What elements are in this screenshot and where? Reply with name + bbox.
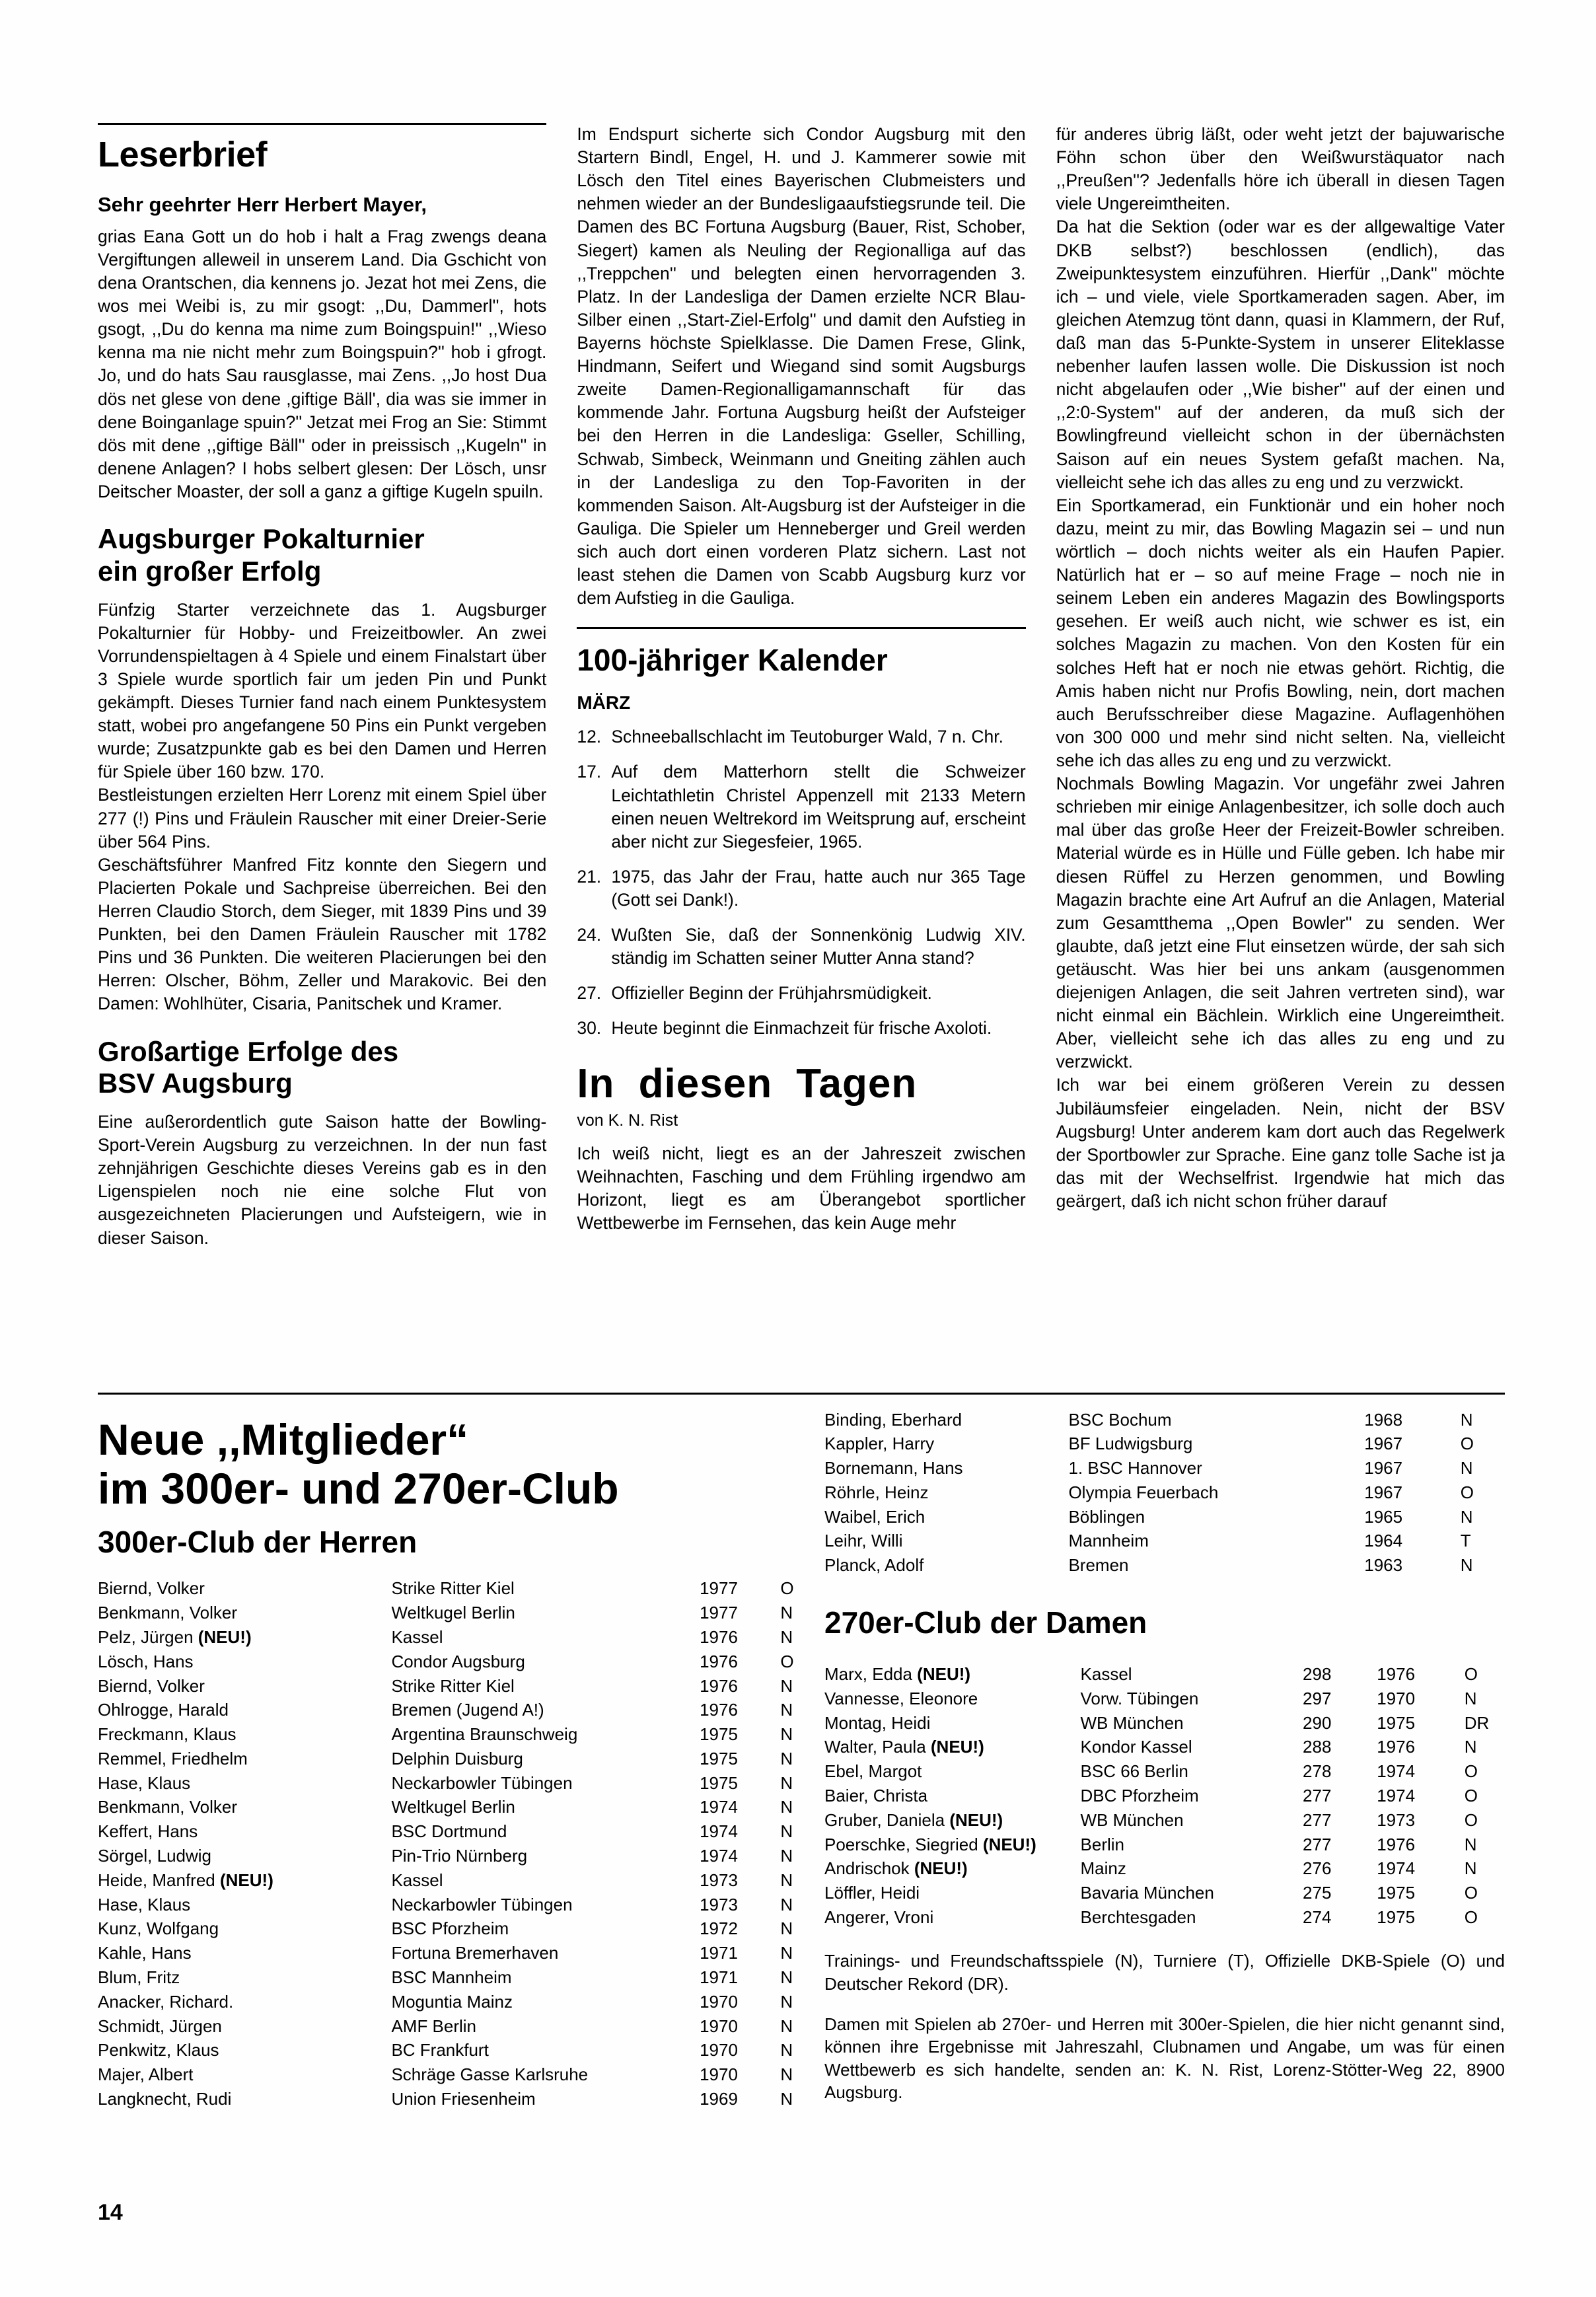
player-year: 1964 (1364, 1531, 1403, 1551)
table-row (98, 1844, 824, 1869)
player-club: BSC 66 Berlin (1080, 1761, 1188, 1782)
table-row (98, 1868, 824, 1893)
calendar-day: 12. (577, 727, 602, 747)
player-name: Freckmann, Klaus (98, 1724, 236, 1745)
player-name: Majer, Albert (98, 2064, 194, 2085)
table-row (824, 1457, 1505, 1481)
player-flag: N (780, 1967, 793, 1988)
calendar-text: Offizieller Beginn der Frühjahrsmüdigkeit. (611, 983, 932, 1003)
calendar-day: 17. (577, 762, 602, 782)
player-flag: T (1460, 1531, 1471, 1551)
calendar-day: 30. (577, 1018, 602, 1039)
player-year: 1965 (1364, 1506, 1403, 1527)
player-name: Waibel, Erich (824, 1506, 925, 1527)
player-score: 298 (1303, 1664, 1332, 1685)
player-flag: N (1460, 1506, 1473, 1527)
clubs-title-line2: im 300er- und 270er-Club (98, 1463, 619, 1513)
player-year: 1967 (1364, 1458, 1403, 1478)
player-flag: N (780, 1626, 793, 1647)
bsv-heading-line2: BSV Augsburg (98, 1068, 293, 1099)
table-row (98, 1674, 824, 1698)
player-club: Mannheim (1068, 1531, 1149, 1551)
table-row (824, 1735, 1505, 1760)
pokalturnier-heading (98, 523, 546, 587)
player-flag: N (780, 1943, 793, 1963)
table-row (824, 1808, 1505, 1833)
clubs-section (98, 1393, 1505, 2121)
player-flag: O (1460, 1482, 1474, 1502)
table-row (824, 1432, 1505, 1457)
player-name: Ohlrogge, Harald (98, 1700, 229, 1720)
letter-salutation: Sehr geehrter Herr Herbert Mayer, (98, 193, 427, 216)
calendar-day: 21. (577, 866, 602, 887)
player-club: Weltkugel Berlin (391, 1797, 515, 1817)
in-diesen-tagen-para: Ich weiß nicht, liegt es an der Jahreszeit zwischen Weihnachten, Fasching und dem Frühling irgendwo am Horizont, liegt es am Überangebot sportlicher Wettbewerbe im Fernsehen, das kein Auge mehr (577, 1143, 1026, 1233)
player-year: 1975 (1377, 1712, 1416, 1733)
player-club: Mainz (1080, 1858, 1126, 1879)
table-row (824, 1784, 1505, 1809)
player-club: BSC Dortmund (391, 1821, 507, 1842)
player-name: Binding, Eberhard (824, 1409, 962, 1430)
player-flag: N (780, 1870, 793, 1890)
bsv-heading-line1: Großartige Erfolge des (98, 1035, 399, 1067)
pokalturnier-para-1: Fünfzig Starter verzeichnete das 1. Augsburger Pokalturnier für Hobby- und Freizeitbowler. An zwei Vorrundenspieltagen à 4 Spiele und einem Finalstart über 3 Spiele wurde sportlich fair um jeden Pin und Punkt gekämpft. Dieses Turnier fand nach einem Punktesystem statt, wobei pro angefangene 50 Pins ein Punkt vergeben wurde; Zusatzpunkte gab es bei den Damen und Herren für Spiele über 160 bzw. 170. (98, 599, 547, 782)
table-row (98, 1601, 824, 1626)
player-club: Kassel (391, 1626, 443, 1647)
player-name: Penkwitz, Klaus (98, 2040, 219, 2060)
col3-para-4: Nochmals Bowling Magazin. Vor ungefähr zwei Jahren schrieben mir einige Anlagenbesitzer, ich solle doch auch mal über das große Heer der Freizeit-Bowler schreiben. Material würde es in Hülle und Fülle geben. Ich habe mir diesen Rüffel zu Herzen genommen, und Bowling Magazin brachte eine Art Aufruf an die Anlagen, Material zum Gesamtthema ,,Open Bowler'' zu senden. Wer glaubte, daß jetzt eine Flut einsetzen würde, der sah sich getäuscht. Was hier bei uns ankam (ausgenommen diejenigen Anlagen, die seit Jahren vertreten sind), war nicht einmal ein Bächlein. Wirklich eine Ungereimtheit. Aber, vielleicht sehe ich das alles zu eng und zu verzwickt. (1056, 774, 1505, 1072)
table-row (98, 1990, 824, 2014)
player-club: Kassel (1080, 1664, 1132, 1685)
player-year: 1976 (700, 1626, 738, 1647)
player-flag: N (780, 2016, 793, 2036)
table-row (98, 2039, 824, 2063)
player-name: Hase, Klaus (98, 1894, 191, 1914)
player-name: Benkmann, Volker (98, 1797, 238, 1817)
table-row (98, 1698, 824, 1723)
top-article-section (98, 123, 1505, 1250)
player-flag: O (1464, 1809, 1478, 1830)
player-flag: N (780, 1724, 793, 1745)
player-year: 1973 (1377, 1809, 1416, 1830)
player-score: 278 (1303, 1761, 1332, 1782)
player-year: 1976 (1377, 1737, 1416, 1757)
letter-body: grias Eana Gott un do hob i halt a Frag zwengs deana Vergiftungen alleweil in unserem Land. Dia Gschicht von dena Orantschen, dia kennens jo. Jezat hot mei Zens, die wos mei Weibi is, zu mir gsogt: ,,Du, Dammerl'', hots gsogt, ,,Du do kenna ma nime zum Boingspuin!'' ,,Wieso kenna ma nie nicht mehr zum Boingspuin?'' hob i gfrogt. Jo, und do hats Sau rausglasse, mai Zens. ,,Jo host Dua dös net glese von dene ,giftige Bäll', dia was sie immer in dene Boinganlage spuin?'' Jetzat mei Frog an Sie: Stimmt dös mit dene ,,giftige Bäll'' oder in preissisch ,,Kugeln'' in denene Anlagen? I hobs selbert glesen: Der Lösch, unsr Deitscher Moaster, der soll a ganz a giftige Kugeln spuiln. (98, 226, 547, 502)
player-flag: N (780, 1918, 793, 1939)
legend-note: Trainings- und Freundschaftsspiele (N), Turniere (T), Offizielle DKB-Spiele (O) und Deutscher Rekord (DR). (824, 1951, 1505, 1994)
player-year: 1974 (700, 1846, 738, 1866)
player-club: AMF Berlin (391, 2016, 477, 2036)
player-club: Strike Ritter Kiel (391, 1578, 515, 1599)
in-diesen-tagen-title: In diesen Tagen (577, 1060, 918, 1107)
player-flag: N (780, 2040, 793, 2060)
table-row (98, 1723, 824, 1747)
player-flag: N (780, 1675, 793, 1696)
player-club: Condor Augsburg (391, 1651, 525, 1671)
player-club: Bremen (1068, 1555, 1129, 1576)
player-name: Anacker, Richard. (98, 1991, 234, 2012)
player-flag: N (780, 1700, 793, 1720)
player-year: 1967 (1364, 1434, 1403, 1454)
player-club: 1. BSC Hannover (1068, 1458, 1202, 1478)
calendar-text: 1975, das Jahr der Frau, hatte auch nur 365 Tage (Gott sei Dank!). (611, 866, 1026, 910)
player-club: WB München (1080, 1809, 1184, 1830)
table-row (98, 1942, 824, 1966)
calendar-entry (577, 760, 1025, 853)
player-year: 1963 (1364, 1555, 1403, 1576)
table-row (98, 2088, 824, 2112)
col3-para-3: Ein Sportkamerad, ein Funktionär und ein hoher noch dazu, meint zu mir, das Bowling Magazin sei – und nun wörtlich – doch nichts weiter als ein Haufen Papier. Natürlich hat er – so auf meine Frage – noch nie in seinem Leben ein anderes Magazin des Bowlingsports gesehen. Er weiß auch nicht, wie schwer es ist, ein solches Magazin zu machen. Von den Kosten für ein solches Heft hat er noch nie etwas gehört. Richtig, die Amis haben nicht nur Profis Bowling, nein, dort machen auch Berufsschreiber diese Magazine. Auflagenhöhen von 300 000 und mehr sind nicht selten. Na, vielleicht sehe ich das alles zu eng und zu verzwickt. (1056, 495, 1505, 770)
player-name: Baier, Christa (824, 1786, 928, 1806)
player-name: Kahle, Hans (98, 1943, 192, 1963)
table-row (824, 1687, 1505, 1711)
herren-club-title: 300er-Club der Herren (98, 1524, 417, 1559)
player-name: Lösch, Hans (98, 1651, 194, 1671)
player-score: 277 (1303, 1834, 1332, 1854)
player-name: Angerer, Vroni (824, 1907, 934, 1928)
clubs-title-line1: Neue ,,Mitglieder“ (98, 1415, 469, 1464)
player-flag: O (1460, 1434, 1474, 1454)
player-year: 1975 (1377, 1907, 1416, 1928)
player-name: Heide, Manfred (NEU!) (98, 1870, 273, 1890)
herren-table-continued (824, 1408, 1505, 1578)
player-name: Poerschke, Siegried (NEU!) (824, 1834, 1036, 1854)
player-flag: O (780, 1578, 794, 1599)
bsv-augsburg-heading (98, 1036, 546, 1100)
pokalturnier-para-3: Geschäftsführer Manfred Fitz konnte den Siegern und Placierten Pokale und Sachpreise überreichen. Bei den Herren Claudio Storch, dem Sieger, mit 1839 Pins und 39 Punkten, bei den Damen Fräulein Rauscher mit 1782 Pins und 36 Punkten. Die weiteren Placierungen bei den Herren: Olscher, Böhm, Zeller und Marakovic. Bei den Damen: Wohlhüter, Cisaria, Panitschek und Kramer. (98, 854, 547, 1014)
table-row (98, 1577, 824, 1601)
player-score: 290 (1303, 1712, 1332, 1733)
table-row (98, 1747, 824, 1771)
player-name: Gruber, Daniela (NEU!) (824, 1809, 1003, 1830)
player-flag: N (780, 2064, 793, 2085)
table-row (98, 2063, 824, 2088)
player-club: Moguntia Mainz (391, 1991, 513, 2012)
table-row (98, 1796, 824, 1820)
player-flag: N (1464, 1834, 1477, 1854)
table-row (98, 1771, 824, 1796)
player-name: Vannesse, Eleonore (824, 1688, 978, 1708)
player-flag: N (780, 1894, 793, 1914)
column-rule (98, 123, 546, 125)
player-flag: N (1460, 1409, 1473, 1430)
table-row (824, 1881, 1505, 1906)
player-year: 1973 (700, 1870, 738, 1890)
player-year: 1976 (700, 1700, 738, 1720)
player-year: 1976 (1377, 1664, 1416, 1685)
player-club: Neckarbowler Tübingen (391, 1772, 573, 1793)
table-row (824, 1408, 1505, 1432)
player-name: Planck, Adolf (824, 1555, 924, 1576)
player-name: Ebel, Margot (824, 1761, 922, 1782)
player-score: 275 (1303, 1883, 1332, 1903)
player-name: Kunz, Wolfgang (98, 1918, 219, 1939)
player-name: Röhrle, Heinz (824, 1482, 929, 1502)
player-flag: O (780, 1651, 794, 1671)
player-year: 1970 (700, 2040, 738, 2060)
player-club: BSC Mannheim (391, 1967, 512, 1988)
bsv-augsburg-para: Eine außerordentlich gute Saison hatte der Bowling-Sport-Verein Augsburg zu verzeichnen. In der nun fast zehnjährigen Geschichte dieses Vereins gab es in den Ligenspielen noch nie eine solche Flut von ausgezeichneten Placierungen und Aufsteigern, wie in dieser Saison. (98, 1111, 547, 1248)
player-year: 1974 (700, 1821, 738, 1842)
player-club: Pin-Trio Nürnberg (391, 1846, 528, 1866)
kalender-month: MÄRZ (577, 692, 631, 713)
calendar-day: 24. (577, 925, 602, 945)
player-club: WB München (1080, 1712, 1184, 1733)
player-score: 277 (1303, 1809, 1332, 1830)
player-name: Leihr, Willi (824, 1531, 903, 1551)
player-year: 1973 (700, 1894, 738, 1914)
player-club: BC Frankfurt (391, 2040, 489, 2060)
player-flag: N (1460, 1555, 1473, 1576)
player-name: Bornemann, Hans (824, 1458, 963, 1478)
col3-para-2: Da hat die Sektion (oder war es der allgewaltige Vater DKB selbst?) beschlossen (endlich), das Zweipunktesystem einzuführen. Hierfür ,,Dank'' möchte ich – und viele, viele Sportkameraden sagen. Aber, im gleichen Atemzug tönt dann, quasi in Klammern, der Ruf, daß man das 5-Punkte-System in unserer Eliteklasse nebenher laufen lassen wolle. Die Diskussion ist noch nicht abgelaufen oder ,,Wie bisher'' auf der einen und ,,2:0-System'' auf der anderen, da muß sich der Bowlingfreund vielleicht schon in der übernächsten Saison auf ein neues System gefaßt machen. Na, vielleicht sehe ich das alles zu eng und zu verzwickt. (1056, 217, 1505, 492)
player-flag: N (780, 1603, 793, 1623)
player-name: Benkmann, Volker (98, 1603, 238, 1623)
player-flag: N (1464, 1688, 1477, 1708)
col3-para-1: für anderes übrig läßt, oder weht jetzt der bajuwarische Föhn schon über den Weißwurstäquator nach ,,Preußen''? Jedenfalls höre ich überall in diesen Tagen viele Ungereimtheiten. (1056, 124, 1505, 214)
player-club: Argentina Braunschweig (391, 1724, 578, 1745)
player-name: Andrischok (NEU!) (824, 1858, 968, 1879)
player-year: 1967 (1364, 1482, 1403, 1502)
player-year: 1977 (700, 1578, 738, 1599)
col3-para-5: Ich war bei einem größeren Verein zu dessen Jubiläumsfeier eingeladen. Nein, nicht der BSV Augsburg! Unter anderem kam dort auch das Regelwerk der Sportbowler zur Sprache. Eine ganz tolle Sache ist ja das mit der Wechselfrist. Irgendwie hat mich das geärgert, daß ich nicht schon früher darauf (1056, 1075, 1505, 1212)
player-name: Walter, Paula (NEU!) (824, 1737, 984, 1757)
player-name: Sörgel, Ludwig (98, 1846, 211, 1866)
player-name: Löffler, Heidi (824, 1883, 920, 1903)
page-number: 14 (98, 2200, 123, 2225)
table-row (824, 1529, 1505, 1554)
player-club: Schräge Gasse Karlsruhe (391, 2064, 589, 2085)
player-name: Marx, Edda (NEU!) (824, 1664, 971, 1685)
player-year: 1974 (1377, 1786, 1416, 1806)
calendar-text: Auf dem Matterhorn stellt die Schweizer Leichtathletin Christel Appenzell mit 2133 Metern einen neuen Weltrekord im Weitsprung auf, erscheint aber nicht zur Siegesfeier, 1965. (611, 762, 1026, 852)
player-name: Langknecht, Rudi (98, 2089, 232, 2109)
player-score: 274 (1303, 1907, 1332, 1928)
player-flag: N (780, 1748, 793, 1768)
player-club: Berlin (1080, 1834, 1124, 1854)
player-year: 1969 (700, 2089, 738, 2109)
player-flag: N (780, 1797, 793, 1817)
calendar-entry (577, 725, 1025, 748)
player-year: 1972 (700, 1918, 738, 1939)
player-year: 1975 (1377, 1883, 1416, 1903)
pokalturnier-para-2: Bestleistungen erzielten Herr Lorenz mit einem Spiel über 277 (!) Pins und Fräulein Rauscher mit einer Dreier-Serie über 564 Pins. (98, 785, 547, 852)
kalender-block (577, 627, 1025, 1040)
pokalturnier-heading-line2: ein großer Erfolg (98, 555, 322, 587)
player-name: Biernd, Volker (98, 1578, 205, 1599)
player-club: Böblingen (1068, 1506, 1145, 1527)
calendar-text: Heute beginnt die Einmachzeit für frische Axoloti. (611, 1018, 992, 1039)
column-2 (577, 123, 1025, 1250)
player-club: Delphin Duisburg (391, 1748, 523, 1768)
player-name: Montag, Heidi (824, 1712, 931, 1733)
table-row (98, 2014, 824, 2039)
table-row (98, 1625, 824, 1650)
player-flag: N (1464, 1737, 1477, 1757)
submission-note: Damen mit Spielen ab 270er- und Herren mit 300er-Spielen, die hier nicht genannt sind, können ihre Ergebnisse mit Jahreszahl, Clubnamen und Angabe, um was für einen Wettbewerb es sich handelte, senden an: K. N. Rist, Lorenz-Stötter-Weg 22, 8900 Augsburg. (824, 2014, 1505, 2103)
player-flag: N (780, 1772, 793, 1793)
table-row (98, 1893, 824, 1917)
player-score: 288 (1303, 1737, 1332, 1757)
clubs-title (98, 1416, 824, 1513)
player-year: 1971 (700, 1943, 738, 1963)
player-flag: O (1464, 1907, 1478, 1928)
section-divider (98, 1393, 1505, 1395)
player-year: 1974 (700, 1797, 738, 1817)
player-flag: N (780, 1991, 793, 2012)
player-club: Weltkugel Berlin (391, 1603, 515, 1623)
player-club: Berchtesgaden (1080, 1907, 1196, 1928)
player-club: Bremen (Jugend A!) (391, 1700, 544, 1720)
page-title: Leserbrief (98, 135, 268, 174)
player-score: 277 (1303, 1786, 1332, 1806)
player-flag: N (780, 1821, 793, 1842)
player-flag: O (1464, 1786, 1478, 1806)
calendar-entry (577, 982, 1025, 1005)
player-year: 1977 (700, 1603, 738, 1623)
column-3 (1056, 123, 1505, 1250)
player-year: 1971 (700, 1967, 738, 1988)
table-row (98, 1650, 824, 1674)
table-row (824, 1554, 1505, 1578)
table-row (824, 1833, 1505, 1857)
herren-table (98, 1577, 824, 2112)
byline: von K. N. Rist (577, 1111, 678, 1130)
player-club: Olympia Feuerbach (1068, 1482, 1219, 1502)
table-row (98, 1966, 824, 1990)
calendar-entry (577, 1017, 1025, 1040)
calendar-text: Wußten Sie, daß der Sonnenkönig Ludwig XIV. ständig im Schatten seiner Mutter Anna stand? (611, 925, 1026, 968)
player-year: 1970 (700, 2016, 738, 2036)
player-flag: N (780, 1846, 793, 1866)
player-year: 1970 (1377, 1688, 1416, 1708)
damen-table (824, 1663, 1505, 1930)
player-club: BSC Bochum (1068, 1409, 1172, 1430)
player-name: Remmel, Friedhelm (98, 1748, 248, 1768)
endspurt-para: Im Endspurt sicherte sich Condor Augsburg mit den Startern Bindl, Engel, H. und J. Kammerer sowie mit Lösch den Titel eines Bayerischen Clubmeisters und nehmen wieder an der Bundesligaaufstiegsrunde teil. Die Damen des BC Fortuna Augsburg (Bauer, Rist, Schober, Siegert) kamen als Neuling der Regionalliga auf das ,,Treppchen'' und belegten einen hervorragenden 3. Platz. In der Landesliga der Damen erzielte NCR Blau-Silber einen ,,Start-Ziel-Erfolg'' und damit den Aufstieg in Bayerns höchste Spielklasse. Die Damen Frese, Glink, Hindmann, Seifert und Wiegand sind somit Augsburgs zweite Damen-Regionalligamannschaft für das kommende Jahr. Fortuna Augsburg heißt der Aufsteiger bei den Herren in die Landesliga: Gseller, Schilling, Schwab, Simbeck, Weinmann und Gneiting zählen auch in der Landesliga zu den Top-Favoriten in der kommenden Saison. Alt-Augsburg ist der Aufsteiger in die Gauliga. Die Spieler um Henneberger und Greil werden sich auch dort einen vorderen Platz sichern. Last not least stehen die Damen von Scabb Augsburg kurz vor dem Aufstieg in die Gauliga. (577, 124, 1026, 608)
player-name: Schmidt, Jürgen (98, 2016, 222, 2036)
table-row (98, 1820, 824, 1844)
player-club: Vorw. Tübingen (1080, 1688, 1199, 1708)
player-flag: O (1464, 1761, 1478, 1782)
player-flag: DR (1464, 1712, 1490, 1733)
table-row (824, 1663, 1505, 1687)
player-club: DBC Pforzheim (1080, 1786, 1199, 1806)
column-1 (98, 123, 546, 1250)
player-flag: N (1464, 1858, 1477, 1879)
player-name: Hase, Klaus (98, 1772, 191, 1793)
pokalturnier-heading-line1: Augsburger Pokalturnier (98, 523, 425, 555)
calendar-entry (577, 924, 1025, 970)
player-flag: N (780, 2089, 793, 2109)
calendar-entry (577, 865, 1025, 912)
player-club: Union Friesenheim (391, 2089, 536, 2109)
table-row (824, 1711, 1505, 1735)
table-row (98, 1917, 824, 1942)
player-year: 1975 (700, 1724, 738, 1745)
player-club: BSC Pforzheim (391, 1918, 509, 1939)
player-flag: O (1464, 1883, 1478, 1903)
player-club: Neckarbowler Tübingen (391, 1894, 573, 1914)
player-name: Biernd, Volker (98, 1675, 205, 1696)
player-year: 1976 (700, 1675, 738, 1696)
player-year: 1975 (700, 1772, 738, 1793)
player-name: Blum, Fritz (98, 1967, 180, 1988)
player-year: 1976 (700, 1651, 738, 1671)
kalender-title: 100-jähriger Kalender (577, 643, 888, 678)
player-club: Kondor Kassel (1080, 1737, 1192, 1757)
table-row (824, 1505, 1505, 1529)
calendar-day: 27. (577, 983, 602, 1003)
player-year: 1974 (1377, 1858, 1416, 1879)
table-row (824, 1480, 1505, 1505)
player-year: 1968 (1364, 1409, 1403, 1430)
player-year: 1975 (700, 1748, 738, 1768)
clubs-right-column (824, 1408, 1505, 2121)
player-club: BF Ludwigsburg (1068, 1434, 1193, 1454)
clubs-left-column (98, 1408, 824, 2121)
player-name: Kappler, Harry (824, 1434, 935, 1454)
player-club: Strike Ritter Kiel (391, 1675, 515, 1696)
player-name: Pelz, Jürgen (NEU!) (98, 1626, 252, 1647)
player-name: Keffert, Hans (98, 1821, 198, 1842)
player-year: 1970 (700, 1991, 738, 2012)
player-year: 1974 (1377, 1761, 1416, 1782)
player-score: 276 (1303, 1858, 1332, 1879)
damen-club-title: 270er-Club der Damen (824, 1605, 1147, 1640)
player-club: Fortuna Bremerhaven (391, 1943, 559, 1963)
player-year: 1970 (700, 2064, 738, 2085)
table-row (824, 1760, 1505, 1784)
table-row (824, 1857, 1505, 1881)
player-score: 297 (1303, 1688, 1332, 1708)
player-club: Bavaria München (1080, 1883, 1214, 1903)
table-row (824, 1906, 1505, 1930)
player-flag: O (1464, 1664, 1478, 1685)
player-flag: N (1460, 1458, 1473, 1478)
player-club: Kassel (391, 1870, 443, 1890)
player-year: 1976 (1377, 1834, 1416, 1854)
calendar-text: Schneeballschlacht im Teutoburger Wald, 7 n. Chr. (611, 727, 1003, 747)
